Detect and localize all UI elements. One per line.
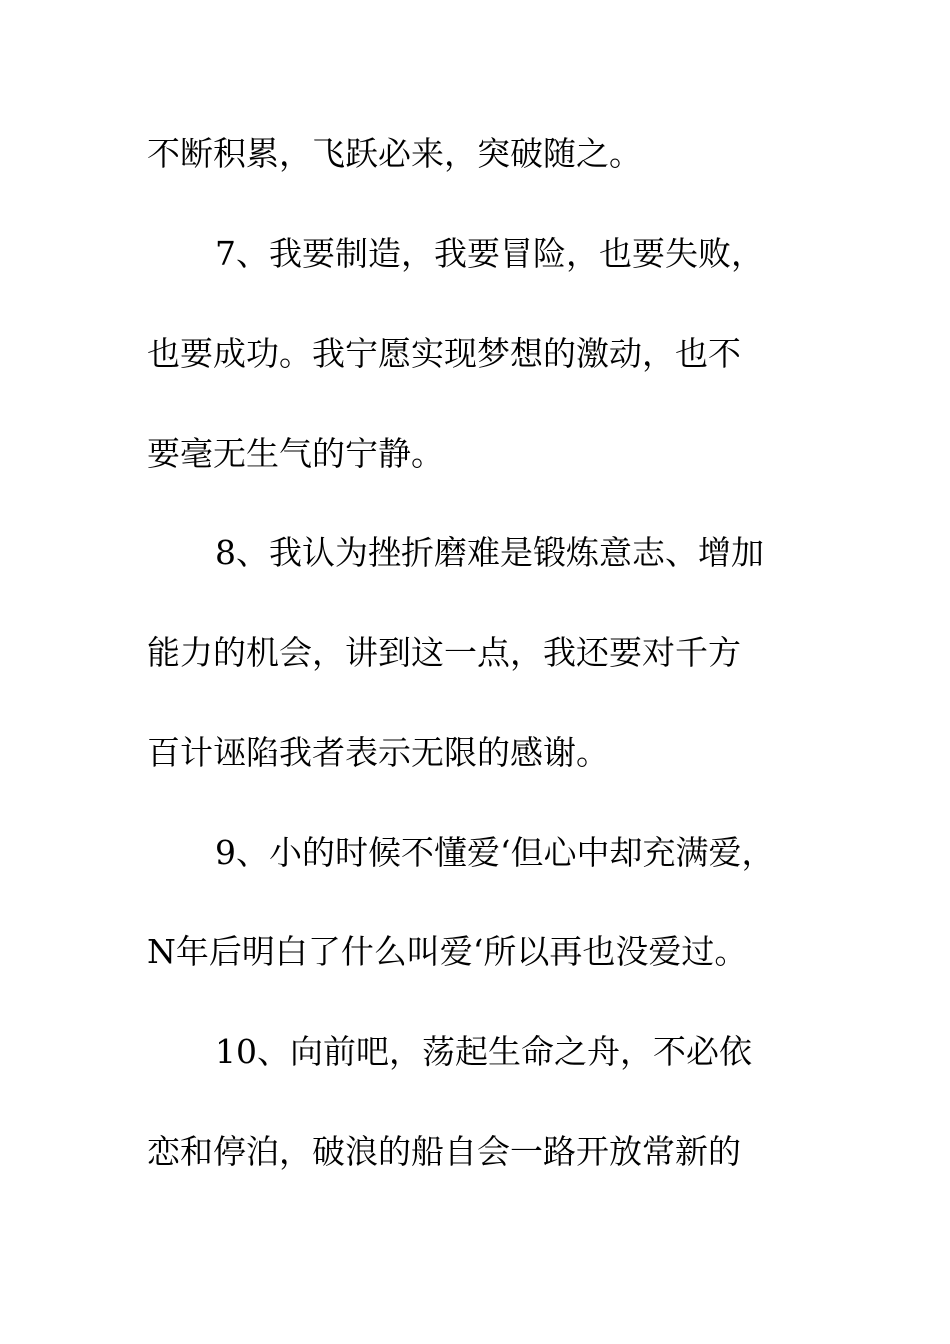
text-line: 也要成功。我宁愿实现梦想的激动，也不 <box>147 334 741 373</box>
paragraph-8-line: 8、我认为挫折磨难是锻炼意志、增加 <box>215 533 764 572</box>
text-line: 不断积累，飞跃必来，突破随之。 <box>147 134 642 173</box>
paragraph-9-line: 9、小的时候不懂爱‘但心中却充满爱， <box>215 833 775 872</box>
paragraph-7-line: 7、我要制造，我要冒险，也要失败， <box>215 234 764 273</box>
text-line: 要毫无生气的宁静。 <box>147 434 444 473</box>
text-line: 能力的机会，讲到这一点，我还要对千方 <box>147 633 741 672</box>
paragraph-10-line: 10、向前吧，荡起生命之舟，不必依 <box>215 1032 752 1071</box>
text-line: 恋和停泊，破浪的船自会一路开放常新的 <box>147 1132 741 1171</box>
text-line: N年后明白了什么叫爱‘所以再也没爱过。 <box>147 932 748 971</box>
text-line: 百计诬陷我者表示无限的感谢。 <box>147 733 609 772</box>
